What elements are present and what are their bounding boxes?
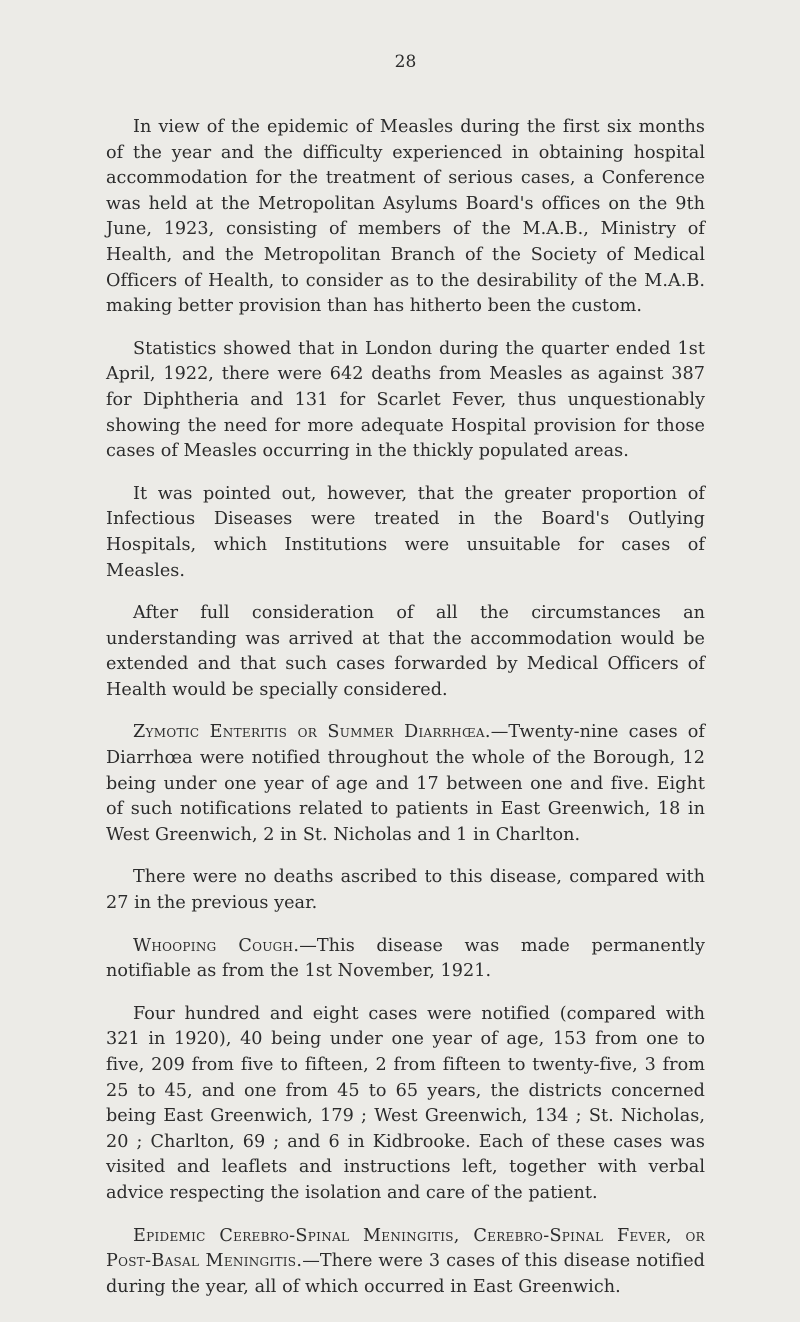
paragraph-text: It was pointed out, however, that the greater proportion of Infectious Diseases were treated in the Board's Outlying Hospitals, which Institutions were unsuitable for cases of Measles. xyxy=(106,483,705,581)
paragraph-measles-conference xyxy=(106,115,705,320)
paragraph-text: There were no deaths ascribed to this disease, compared with 27 in the previous year. xyxy=(106,867,705,914)
paragraph-outlying-hospitals xyxy=(106,482,705,584)
section-heading-zymotic-enteritis: Zymotic Enteritis or Summer Diarrhœa. xyxy=(133,722,491,743)
paragraph-text: —This disease was made permanently notifiable as from the 1st November, 1921. xyxy=(106,935,705,982)
paragraph-whooping-cough xyxy=(106,934,705,985)
paragraph-text: Four hundred and eight cases were notified (compared with 321 in 1920), 40 being under one year of age, 153 from one to five, 209 from five to fifteen, 2 from fifteen to twenty-five, 3 from 25 to 45, and one from 45 to 65 years, the districts concerned being East Greenwich, 179 ; West Greenwich, 134 ; St. Nicholas, 20 ; Charlton, 69 ; and 6 in Kidbrooke. Each of these cases was visited and leaflets and instructions left, together with verbal advice respecting the isolation and care of the patient. xyxy=(106,1003,705,1203)
paragraph-text: Statistics showed that in London during the quarter ended 1st April, 1922, there were 642 deaths from Measles as against 387 for Diphtheria and 131 for Scarlet Fever, thus unquestionably showing the need for more adequate Hospital provision for those cases of Measles occurring in the thickly populated areas. xyxy=(106,338,705,462)
section-heading-meningitis: Epidemic Cerebro-Spinal Meningitis, Cerebro-Spinal Fever, or Post-Basal Meningitis. xyxy=(106,1225,705,1272)
paragraph-whooping-cough-cases xyxy=(106,1002,705,1207)
paragraph-understanding xyxy=(106,601,705,703)
paragraph-text: —There were 3 cases of this disease notified during the year, all of which occurred in East Greenwich. xyxy=(106,1251,705,1297)
paragraph-measles-statistics xyxy=(106,337,705,465)
section-heading-whooping-cough: Whooping Cough. xyxy=(133,935,300,956)
paragraph-text: —Twenty-nine cases of Diarrhœa were notified throughout the whole of the Borough, 12 being under one year of age and 17 between one and five. Eight of such notifications related to patients in East Greenwich, 18 in West Greenwich, 2 in St. Nicholas and 1 in Charlton. xyxy=(106,722,705,845)
paragraph-meningitis xyxy=(106,1224,705,1301)
paragraph-no-deaths xyxy=(106,865,705,916)
paragraph-zymotic-enteritis xyxy=(106,720,705,848)
page-number: 28 xyxy=(394,52,417,72)
paragraph-text: In view of the epidemic of Measles during the first six months of the year and the difficulty experienced in obtaining hospital accommodation for the treatment of serious cases, a Conference was held at the Metropolitan Asylums Board's offices on the 9th June, 1923, consisting of members of the M.A.B., Ministry of Health, and the Metropolitan Branch of the Society of Medical Officers of Health, to consider as to the desirability of the M.A.B. making better provision than has hitherto been the custom. xyxy=(106,117,705,317)
paragraph-text: After full consideration of all the circumstances an understanding was arrived at that the accommodation would be extended and that such cases forwarded by Medical Officers of Health would be specially considered. xyxy=(106,603,705,700)
